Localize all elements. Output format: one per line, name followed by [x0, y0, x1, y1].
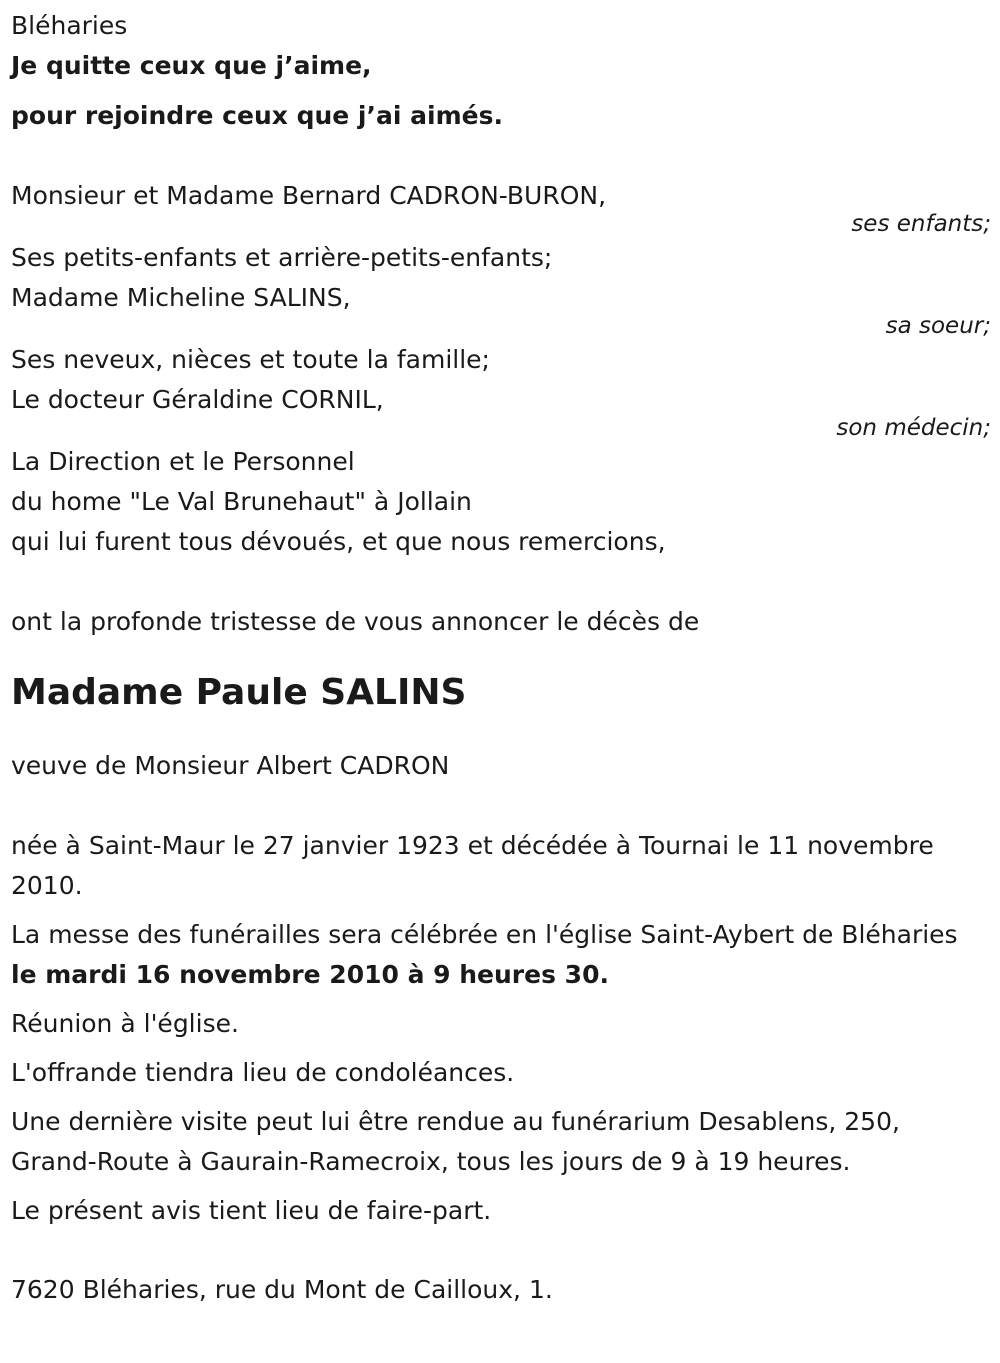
offering-line: L'offrande tiendra lieu de condoléances.: [11, 1058, 515, 1087]
children-name: Monsieur et Madame Bernard CADRON-BURON,: [11, 181, 607, 210]
mass-date: le mardi 16 novembre 2010 à 9 heures 30.: [11, 960, 609, 989]
sister-name: Madame Micheline SALINS,: [11, 283, 351, 312]
mass-paragraph: [11, 915, 991, 995]
home-line-2: du home "Le Val Brunehaut" à Jollain: [11, 487, 472, 516]
birth-death-paragraph: née à Saint-Maur le 27 janvier 1923 et décédée à Tournai le 11 novembre 2010.: [11, 831, 934, 900]
quote-line-2: pour rejoindre ceux que j’ai aimés.: [11, 101, 503, 130]
mass-text: La messe des funérailles sera célébrée en l'église Saint-Aybert de Bléharies: [11, 920, 958, 949]
nephews-line: Ses neveux, nièces et toute la famille;: [11, 345, 490, 374]
sister-role: sa soeur;: [885, 313, 991, 339]
deceased-name: Madame Paule SALINS: [11, 672, 467, 713]
doctor-name: Le docteur Géraldine CORNIL,: [11, 385, 384, 414]
spacer: [11, 1240, 991, 1270]
footer-address: 7620 Bléharies, rue du Mont de Cailloux, 1.: [11, 1275, 553, 1304]
home-line-3: qui lui furent tous dévoués, et que nous remercions,: [11, 527, 666, 556]
town-heading: Bléharies: [11, 11, 128, 40]
visit-paragraph: Une dernière visite peut lui être rendue au funérarium Desablens, 250, Grand-Route à Gaurain-Ramecroix, tous les jours de 9 à 19 heures.: [11, 1107, 900, 1176]
doctor-role: son médecin;: [836, 415, 991, 441]
widow-of-line: veuve de Monsieur Albert CADRON: [11, 751, 450, 780]
home-line-1: La Direction et le Personnel: [11, 447, 355, 476]
obituary-notice: [11, 6, 991, 1310]
children-role: ses enfants;: [851, 211, 991, 237]
spacer: [11, 786, 991, 826]
meeting-line: Réunion à l'église.: [11, 1009, 239, 1038]
spacer: [11, 562, 991, 602]
spacer: [11, 136, 991, 176]
announcement-intro: ont la profonde tristesse de vous annoncer le décès de: [11, 607, 700, 636]
notice-line: Le présent avis tient lieu de faire-part.: [11, 1196, 492, 1225]
quote-line-1: Je quitte ceux que j’aime,: [11, 51, 372, 80]
grandchildren-line: Ses petits-enfants et arrière-petits-enfants;: [11, 243, 553, 272]
